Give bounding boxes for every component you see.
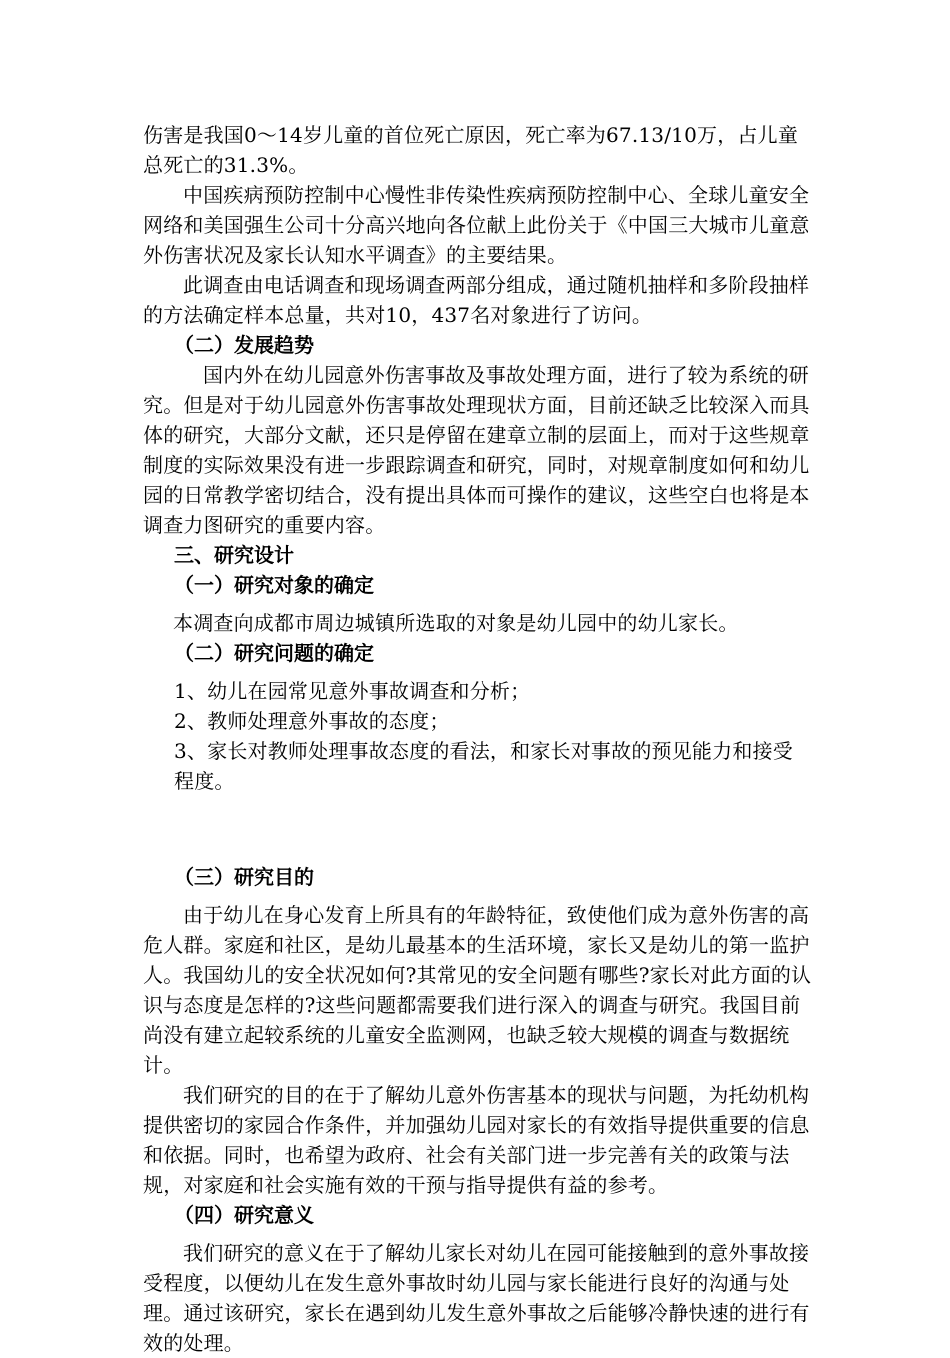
document-body bbox=[143, 120, 813, 1358]
paragraph-trend: 国内外在幼儿园意外伤害事故及事故处理方面，进行了较为系统的研究。但是对于幼儿园意外伤害事故处理现状方面，目前还缺乏比较深入而具体的研究，大部分文献，还只是停留在建章立制的层面上，而对于这些规章制度的实际效果没有进一步跟踪调查和研究，同时，对规章制度如何和幼儿园的日常教学密切结合，没有提出具体而可操作的建议，这些空白也将是本调查力图研究的重要内容。 bbox=[143, 363, 810, 537]
page-gap bbox=[143, 796, 813, 862]
list-item: 2、教师处理意外事故的态度； bbox=[174, 709, 450, 733]
heading-trend: （二）发展趋势 bbox=[174, 333, 314, 357]
paragraph-injury-stats: 伤害是我国0～14岁儿童的首位死亡原因，死亡率为67.13/10万，占儿童总死亡的31.3%。 bbox=[143, 123, 799, 177]
list-item: 3、家长对教师处理事故态度的看法，和家长对事故的预见能力和接受程度。 bbox=[174, 739, 793, 793]
heading-research-significance: （四）研究意义 bbox=[174, 1203, 314, 1227]
list-item: 1、幼儿在园常见意外事故调查和分析； bbox=[174, 679, 531, 703]
paragraph-survey-method: 此调查由电话调查和现场调查两部分组成，通过随机抽样和多阶段抽样的方法确定样本总量，共对10，437名对象进行了访问。 bbox=[143, 273, 810, 327]
research-questions-list bbox=[143, 676, 813, 796]
paragraph-significance: 我们研究的意义在于了解幼儿家长对幼儿在园可能接触到的意外事故接受程度，以便幼儿在发生意外事故时幼儿园与家长能进行良好的沟通与处理。通过该研究，家长在遇到幼儿发生意外事故之后能够冷静快速的进行有效的处理。 bbox=[143, 1241, 810, 1355]
paragraph-survey-intro: 中国疾病预防控制中心慢性非传染性疾病预防控制中心、全球儿童安全网络和美国强生公司十分高兴地向各位献上此份关于《中国三大城市儿童意外伤害状况及家长认知水平调查》的主要结果。 bbox=[143, 183, 810, 267]
paragraph-research-subject: 本凋查向成都市周边城镇所选取的对象是幼儿园中的幼儿家长。 bbox=[173, 611, 739, 635]
paragraph-purpose-1: 由于幼儿在身心发育上所具有的年龄特征，致使他们成为意外伤害的高危人群。家庭和社区，是幼儿最基本的生活环境，家长又是幼儿的第一监护人。我国幼儿的安全状况如何?其常见的安全问题有哪些?家长对此方面的认识与态度是怎样的?这些问题都需要我们进行深入的调查与研究。我国目前尚没有建立起较系统的儿童安全监测网，也缺乏较大规模的调查与数据统计。 bbox=[143, 903, 812, 1077]
heading-research-questions: （二）研究问题的确定 bbox=[174, 641, 374, 665]
heading-research-purpose: （三）研究目的 bbox=[174, 865, 314, 889]
heading-research-design: 三、研究设计 bbox=[174, 543, 294, 567]
heading-research-subject: （一）研究对象的确定 bbox=[174, 573, 374, 597]
paragraph-purpose-2: 我们研究的目的在于了解幼儿意外伤害基本的现状与问题，为托幼机构提供密切的家园合作条件，并加强幼儿园对家长的有效指导提供重要的信息和依据。同时，也希望为政府、社会有关部门进一步完善有关的政策与法规，对家庭和社会实施有效的干预与指导提供有益的参考。 bbox=[143, 1083, 810, 1197]
